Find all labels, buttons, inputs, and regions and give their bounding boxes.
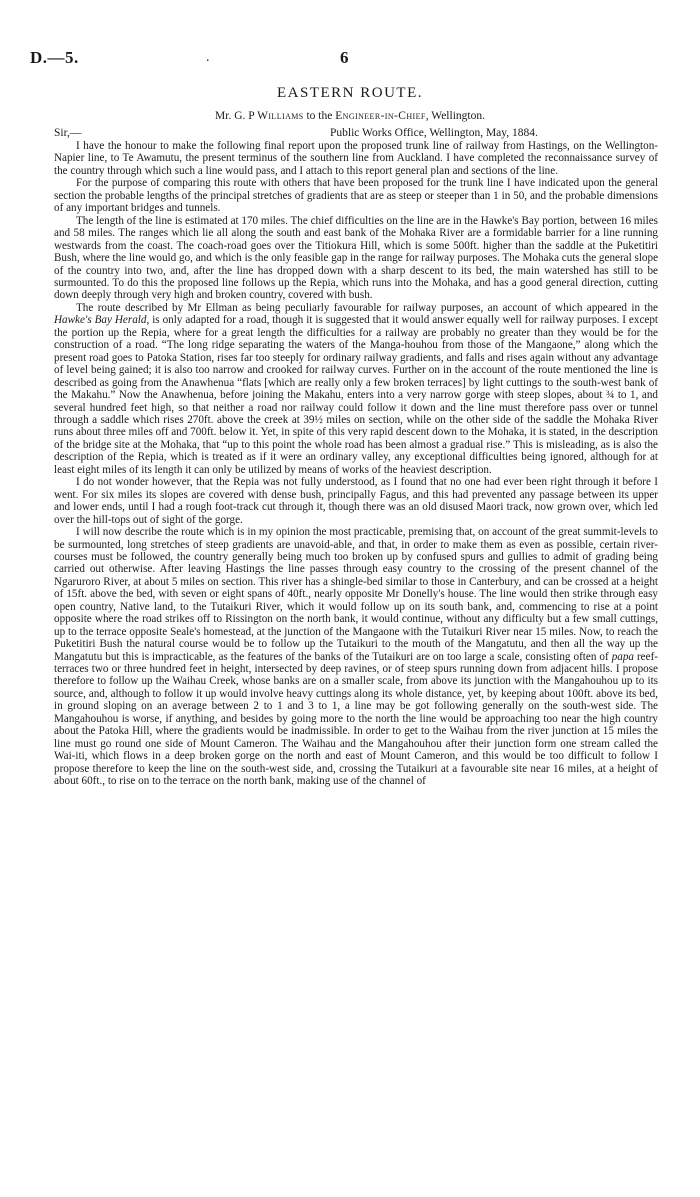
addressee-to-suffix: , Wellington.	[425, 110, 485, 122]
letter-addressee	[0, 110, 700, 122]
addressee-from-name: Williams	[257, 110, 304, 122]
paragraph-text: The route described by Mr Ellman as being peculiarly favourable for railway purposes, an account of which appeared in the	[76, 301, 658, 314]
paragraph-text: , though there was an old disused Maori track, now grown over, which led over the hill-tops out of sight of the gorge.	[54, 501, 658, 526]
addressee-from: Mr. G. P	[215, 110, 258, 122]
paragraph-text: reef-terraces two or three hundred feet in height, intersected by deep ravines, or of steep spurs running down from adjacent hills. I propose therefore to follow up the Waihau Creek, whose banks are on a smaller scale, from above its junction with the Mangahouhou up to its source, and, although to follow it up would involve heavy cuttings along its whole distance, yet, by keeping about 100ft. above its bed, in ground sloping on an average between 2 to 1 and 3 to 1, a line may be got following generally on the south-west side. The Mangahouhou is worse, if anything, and besides by going more to the north the line would be approaching too near the high country about the Patoka Hill, where the gradients would be inadmissible. In order to get to the Waihau from the river junction at 15 miles the line must go round one side of Mount Cameron. The Waihau and the Mangahouhou after their junction form one stream called the Wai-iti, which flows in a deep broken gorge on the north and east of Mount Cameron, and this would be too difficult to follow I propose therefore to keep the line on the south-west side, and, crossing the Tutaikuri at a favourable site near 16 miles, at a height of about 60ft., to rise on to the terrace on the north bank, making use of the channel of	[54, 650, 658, 788]
paragraph-text: I do not wonder however, that the Repia was not fully understood, as I found that no one had ever been right through it before I went. For six miles its slopes are covered with dense bush, principally Fagus, and this had prevented any passage between its upper and lower ends, until I had a rough foot-track cut through it	[54, 476, 658, 514]
dateline: Public Works Office, Wellington, May, 1884.	[330, 127, 538, 139]
paragraph: The length of the line is estimated at 170 miles. The chief difficulties on the line are in the Hawke's Bay portion, between 16 miles and 58 miles. The ranges which lie all along the south and east bank of the Mohaka River are a formidable barrier for a line running westwards from the coast. The coach-road goes over the Titiokura Hill, which is some 500ft. higher than the saddle at the Puketitiri Bush, where the line would go, and which is the only feasible gap in the range for railway purposes. The Mohaka cuts the general slope of the country into two, and, after the line has dropped down with a sharp descent to its bed, the main watershed has still to be surmounted. To do this the proposed line follows up the Repia, which runs into the Mohaka, and has a good general direction, cutting down deeply through very high and broken country, covered with bush.	[54, 214, 659, 302]
addressee-to-name: Engineer-in-Chief	[335, 110, 426, 122]
page-header	[30, 48, 660, 74]
paragraph-text: I will now describe the route which is in my opinion the most practicable, premising that, on account of the great summit-levels to be surmounted, long stretches of steep gradients are unavoid-able, and that, in order to make them as even as possible, certain river-courses must be followed, the country generally being much too broken up by confused spurs and gullies to admit of grading being carried out otherwise. After leaving Hastings the line passes through easy country to the crossing of the present channel of the Ngaruroro River, at about 5 miles on section. This river has a shingle-bed similar to those in Canterbury, and can be crossed at a height of 15ft. above the bed, with seven or eight spans of 40ft., nearly opposite Mr Donelly's house. The line would then strike through easy open country, Native land, to the Tutaikuri River, which it would follow up on its south bank, and, commencing to rise at a point opposite where the road strikes off to Rissington on the north bank, it would continue, without any difficulty but a few small cuttings, up to the terrace opposite Seale's homestead, at the junction of the Mangaone with the Tutaikuri River near 15 miles. Now, to reach the Puketitiri Bush the natural course would be to follow up the Tutaikuri to the mouth of the Mangatutu, and then all the way up the Mangatutu but this is impracticable, as the features of the banks of the Tutaikuri are on too large a scale, consisting often of	[54, 526, 658, 663]
paragraph: I have the honour to make the following final report upon the proposed trunk line of railway from Hastings, on the Wellington-Napier line, to Te Awamutu, the present terminus of the southern line from Auckland. I have completed the reconnaissance survey of the country through which such a line would pass, and I attach to this report general plan and sections of the line.	[54, 140, 658, 177]
salutation: Sir,—	[54, 127, 82, 139]
paragraph	[54, 302, 658, 476]
paragraph-text: , is only adapted for a road, though it is suggested that it would answer equally well for railway purposes. I except the portion up the Repia, where for a great length the difficulties for a railway are probably no greater than they would be for the construction of a road. “The long ridge separating the waters of the Manga-houhou from those of the Mangaone,” along which the present road goes to Patoka Station, rises far too steeply for ordinary railway gradients, and falls and rises again without any advantage of level being gained; it is also too narrow and crooked for railway curves. Further on in the account of the route mentioned the line is described as going from the Anawhenua “flats [which are really only a few broken terraces] by light cuttings to the south-west bank of the Makahu.” Now the Anawhenua, before joining the Makahu, enters into a very narrow gorge with steep slopes, about ¾ to 1, and several hundred feet high, so that neither a road nor railway could follow it down and the line must therefore pass over or tunnel through a saddle which rises 270ft. above the creek at 39½ miles on section, while on the other side of the saddle the Mohaka River runs about three miles off and 700ft. below it. Yet, in spite of this very rapid descent down to the Mohaka, it is stated, in the description of the bridge site at the Mohaka, that “up to this point the whole road has been almost a gradual rise.” This is misleading, as is also the description of the Repia, which is treated as if it were an ordinary valley, any exceptional difficulties being ignored, although for at least eight miles of its length it can only be utilized by means of works of the heaviest description.	[54, 314, 658, 476]
paragraph: For the purpose of comparing this route with others that have been proposed for the trunk line I have indicated upon the general section the probable lengths of the principal stretches of gradients that are as steep or steeper than 1 in 50, and the probable dimensions of any important bridges and tunnels.	[54, 177, 658, 215]
section-title: EASTERN ROUTE.	[277, 85, 423, 101]
document-reference: D.—5.	[30, 48, 79, 67]
header-dot: .	[206, 50, 210, 65]
paragraph	[54, 476, 658, 526]
addressee-to-prefix: to the	[303, 110, 336, 122]
page-number: 6	[340, 48, 349, 67]
newspaper-title: Hawke's Bay Herald	[54, 314, 147, 327]
letter-body	[54, 140, 658, 788]
paragraph	[54, 526, 658, 788]
italic-term: papa	[611, 650, 634, 663]
